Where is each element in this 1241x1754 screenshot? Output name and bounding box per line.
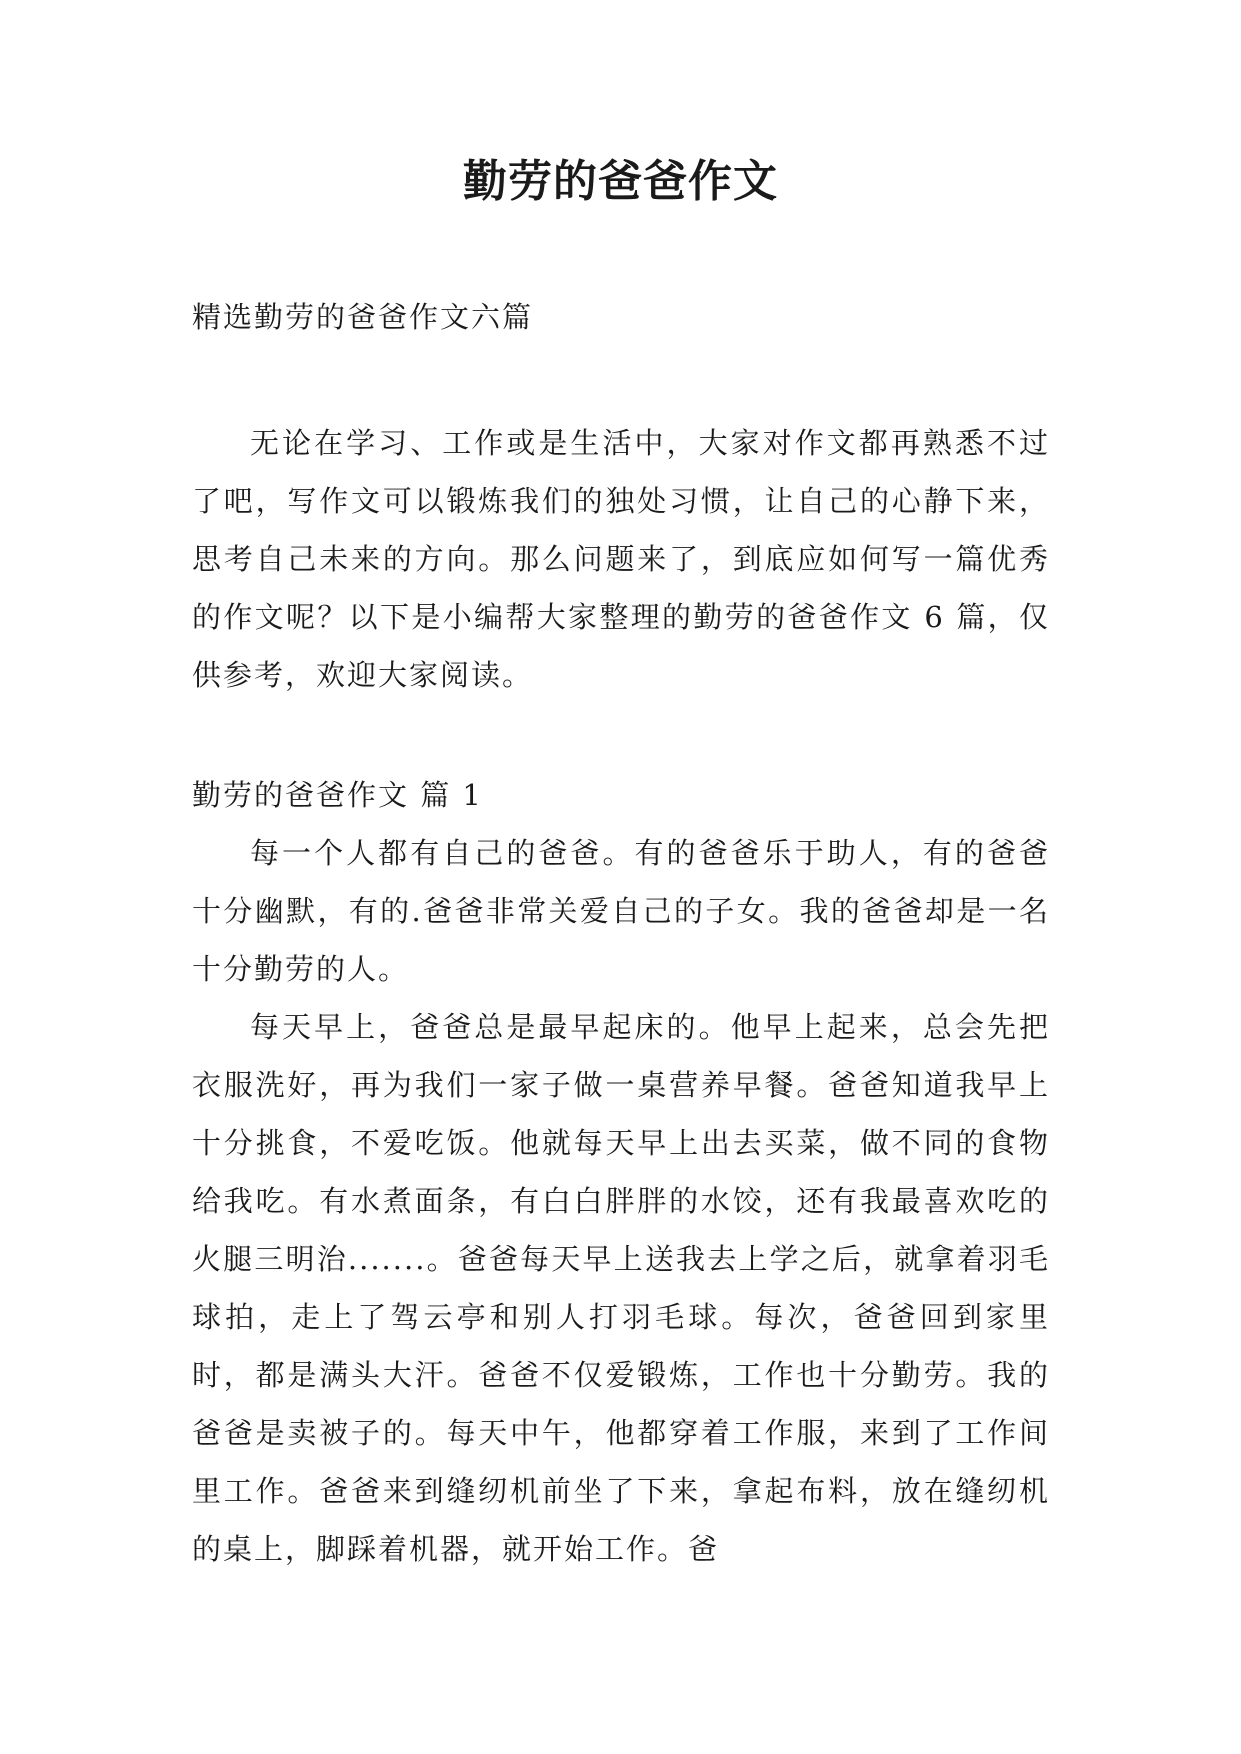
intro-paragraph: 无论在学习、工作或是生活中，大家对作文都再熟悉不过了吧，写作文可以锻炼我们的独处习惯，让自己的心静下来，思考自己未来的方向。那么问题来了，到底应如何写一篇优秀的作文呢？以下是小编帮大家整理的勤劳的爸爸作文 6 篇，仅供参考，欢迎大家阅读。	[192, 426, 1050, 692]
document-body	[192, 288, 1050, 1578]
section-heading: 勤劳的爸爸作文 篇 1	[192, 778, 483, 812]
document-subtitle: 精选勤劳的爸爸作文六篇	[192, 300, 534, 334]
body-paragraph: 每天早上，爸爸总是最早起床的。他早上起来，总会先把衣服洗好，再为我们一家子做一桌营养早餐。爸爸知道我早上十分挑食，不爱吃饭。他就每天早上出去买菜，做不同的食物给我吃。有水煮面条，有白白胖胖的水饺，还有我最喜欢吃的火腿三明治.......。爸爸每天早上送我去上学之后，就拿着羽毛球拍，走上了驾云亭和别人打羽毛球。每次，爸爸回到家里时，都是满头大汗。爸爸不仅爱锻炼，工作也十分勤劳。我的爸爸是卖被子的。每天中午，他都穿着工作服，来到了工作间里工作。爸爸来到缝纫机前坐了下来，拿起布料，放在缝纫机的桌上，脚踩着机器，就开始工作。爸	[192, 1010, 1050, 1566]
document-title: 勤劳的爸爸作文	[463, 156, 778, 207]
body-paragraph: 每一个人都有自己的爸爸。有的爸爸乐于助人，有的爸爸十分幽默，有的.爸爸非常关爱自己的子女。我的爸爸却是一名十分勤劳的人。	[192, 836, 1050, 986]
